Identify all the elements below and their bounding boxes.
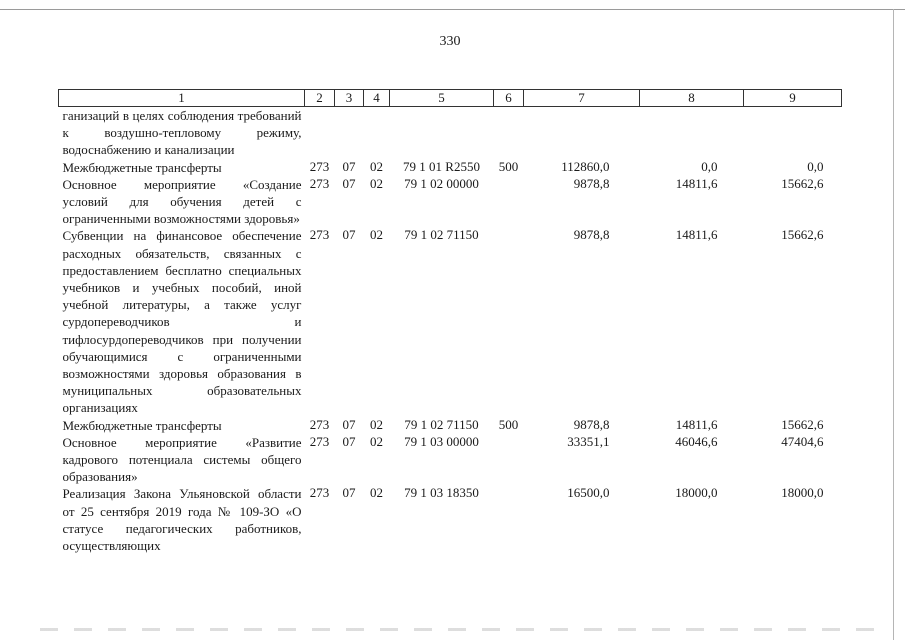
row-amount-year2 xyxy=(640,107,744,159)
row-target-article: 79 1 02 00000 xyxy=(404,175,479,191)
row-target-article: 79 1 01 R2550 xyxy=(403,158,480,174)
row-expense-type: 500 xyxy=(498,416,519,432)
row-target-article: 79 1 02 71150 xyxy=(404,416,479,432)
table-row xyxy=(59,176,842,228)
col-header-4: 4 xyxy=(364,90,390,107)
row-admin-code: 273 xyxy=(309,227,330,243)
row-amount-year3: 0,0 xyxy=(807,158,824,174)
row-subsection: 02 xyxy=(370,175,383,191)
row-amount-year1: 9878,8 xyxy=(573,416,610,432)
row-section: 07 xyxy=(342,158,356,174)
row-expense-type xyxy=(494,485,524,554)
row-name: ганизаций в целях соблюдения требований к воздушно-тепловому режиму, водоснабжению и канализации xyxy=(62,108,302,158)
row-admin-code: 273 xyxy=(309,485,330,501)
table-header-row xyxy=(59,90,842,107)
row-expense-type xyxy=(494,176,524,228)
row-admin-code: 273 xyxy=(309,416,330,432)
col-header-8: 8 xyxy=(640,90,744,107)
row-amount-year2: 0,0 xyxy=(701,158,718,174)
row-subsection: 02 xyxy=(370,416,383,432)
col-header-6: 6 xyxy=(494,90,524,107)
table-row xyxy=(59,227,842,416)
row-amount-year3 xyxy=(744,107,842,159)
col-header-7: 7 xyxy=(524,90,640,107)
row-subsection: 02 xyxy=(370,433,383,449)
row-expense-type xyxy=(494,227,524,416)
col-header-9: 9 xyxy=(744,90,842,107)
scan-noise-strip xyxy=(40,628,890,631)
row-target-article: 79 1 03 18350 xyxy=(404,485,479,501)
row-admin-code: 273 xyxy=(309,175,330,191)
col-header-5: 5 xyxy=(390,90,494,107)
row-amount-year1: 112860,0 xyxy=(561,158,610,174)
col-header-2: 2 xyxy=(305,90,335,107)
row-name: Реализация Закона Ульяновской области от 25 сентября 2019 года № 109-ЗО «О статусе педагогических работников, осуществляющих xyxy=(62,486,302,554)
row-amount-year2: 14811,6 xyxy=(675,175,718,191)
row-name: Основное мероприятие «Создание условий для обучения детей с ограниченными возможностями здоровья» xyxy=(62,176,302,227)
row-section: 07 xyxy=(342,433,356,449)
row-section: 07 xyxy=(342,485,356,501)
row-name: Субвенции на финансовое обеспечение расходных обязательств, связанных с предоставлением бесплатно специальных учебников и учебных пособий, иной учебной литературы, а также услуг сурдопереводчиков и тифлосурдопереводчиков при получении обучающимися с ограниченными возможностями здоровья образования в муниципальных образовательных организациях xyxy=(62,228,302,416)
table-row xyxy=(59,107,842,159)
row-amount-year1 xyxy=(524,107,640,159)
row-section: 07 xyxy=(342,175,356,191)
page-number: 330 xyxy=(439,34,461,49)
row-section: 07 xyxy=(342,227,356,243)
scan-edge-right xyxy=(893,9,894,640)
row-amount-year3: 15662,6 xyxy=(781,227,824,243)
row-amount-year2: 18000,0 xyxy=(675,485,718,501)
budget-table xyxy=(58,89,842,554)
col-header-1: 1 xyxy=(59,90,305,107)
row-subsection: 02 xyxy=(370,227,383,243)
row-section: 07 xyxy=(342,416,356,432)
col-header-3: 3 xyxy=(335,90,364,107)
scan-edge-top xyxy=(0,9,905,10)
row-target-article: 79 1 03 00000 xyxy=(404,433,479,449)
table-row xyxy=(59,434,842,486)
row-amount-year3: 18000,0 xyxy=(781,485,824,501)
row-amount-year1: 33351,1 xyxy=(567,433,610,449)
row-admin-code: 273 xyxy=(309,433,330,449)
row-name: Основное мероприятие «Развитие кадрового потенциала системы общего образования» xyxy=(62,434,302,485)
row-admin-code xyxy=(305,107,335,159)
row-admin-code: 273 xyxy=(309,158,330,174)
row-amount-year2: 46046,6 xyxy=(675,433,718,449)
row-amount-year3: 15662,6 xyxy=(781,175,824,191)
row-subsection: 02 xyxy=(370,485,383,501)
row-expense-type xyxy=(494,107,524,159)
row-name: Межбюджетные трансферты xyxy=(62,417,222,433)
row-target-article xyxy=(390,107,494,159)
row-expense-type xyxy=(494,434,524,486)
row-subsection xyxy=(364,107,390,159)
table-row xyxy=(59,417,842,434)
row-amount-year1: 9878,8 xyxy=(573,227,610,243)
row-target-article: 79 1 02 71150 xyxy=(404,227,479,243)
row-amount-year1: 16500,0 xyxy=(567,485,610,501)
row-amount-year2: 14811,6 xyxy=(675,227,718,243)
row-amount-year3: 47404,6 xyxy=(781,433,824,449)
table-row xyxy=(59,485,842,554)
table-row xyxy=(59,159,842,176)
row-name: Межбюджетные трансферты xyxy=(62,159,222,175)
row-subsection: 02 xyxy=(370,158,383,174)
row-section xyxy=(335,107,364,159)
row-amount-year2: 14811,6 xyxy=(675,416,718,432)
row-amount-year3: 15662,6 xyxy=(781,416,824,432)
row-amount-year1: 9878,8 xyxy=(573,175,610,191)
row-expense-type: 500 xyxy=(498,158,519,174)
